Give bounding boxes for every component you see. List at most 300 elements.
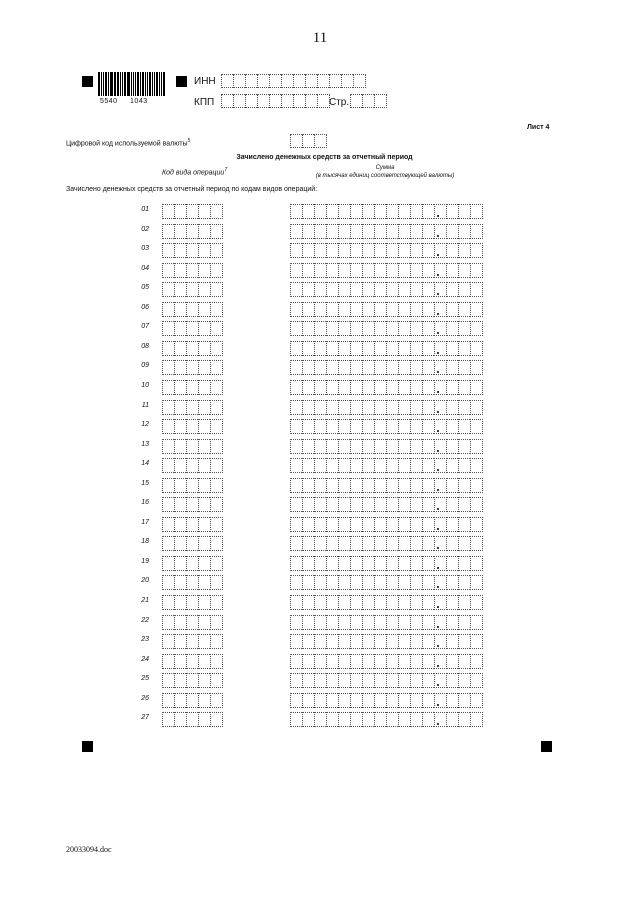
operation-code-cell[interactable] — [174, 400, 186, 415]
sum-decimal-cell[interactable] — [470, 419, 483, 434]
sum-integer-field[interactable] — [290, 380, 447, 395]
sum-decimal-cell[interactable] — [446, 341, 458, 356]
sum-decimal-cell[interactable] — [470, 282, 483, 297]
sum-integer-cell[interactable] — [362, 380, 374, 395]
operation-code-field[interactable] — [162, 673, 223, 688]
sum-integer-cell[interactable] — [338, 321, 350, 336]
operation-code-cell[interactable] — [174, 360, 186, 375]
sum-integer-cell[interactable] — [290, 536, 302, 551]
sum-integer-cell[interactable] — [362, 360, 374, 375]
sum-decimal-cell[interactable] — [470, 536, 483, 551]
sum-integer-cell[interactable] — [290, 341, 302, 356]
kpp-cell[interactable] — [257, 94, 269, 108]
sum-integer-cell[interactable] — [338, 243, 350, 258]
sum-integer-cell[interactable] — [290, 673, 302, 688]
sum-decimal-cell[interactable] — [470, 263, 483, 278]
sum-integer-cell[interactable] — [386, 615, 398, 630]
kpp-cell[interactable] — [281, 94, 293, 108]
sum-integer-cell[interactable] — [326, 302, 338, 317]
sum-integer-cell[interactable] — [422, 302, 434, 317]
operation-code-cell[interactable] — [210, 654, 223, 669]
sum-decimal-cell[interactable] — [446, 380, 458, 395]
sum-integer-cell[interactable] — [326, 712, 338, 727]
inn-cell[interactable] — [329, 74, 341, 88]
operation-code-field[interactable] — [162, 282, 223, 297]
inn-cell[interactable] — [233, 74, 245, 88]
inn-cell[interactable] — [281, 74, 293, 88]
sum-integer-cell[interactable] — [362, 654, 374, 669]
sum-integer-cell[interactable] — [326, 380, 338, 395]
sum-integer-cell[interactable] — [326, 654, 338, 669]
sum-integer-field[interactable] — [290, 224, 447, 239]
sum-decimal-cell[interactable] — [470, 693, 483, 708]
sum-integer-field[interactable] — [290, 263, 447, 278]
sum-integer-cell[interactable] — [398, 243, 410, 258]
sum-decimal-field[interactable] — [446, 243, 483, 258]
operation-code-cell[interactable] — [210, 400, 223, 415]
sum-integer-cell[interactable] — [314, 400, 326, 415]
sum-decimal-cell[interactable] — [446, 400, 458, 415]
operation-code-cell[interactable] — [162, 478, 174, 493]
sum-integer-cell[interactable] — [362, 321, 374, 336]
operation-code-cell[interactable] — [198, 478, 210, 493]
operation-code-field[interactable] — [162, 654, 223, 669]
sum-integer-cell[interactable] — [398, 204, 410, 219]
sum-integer-cell[interactable] — [374, 224, 386, 239]
sum-integer-cell[interactable] — [386, 712, 398, 727]
sum-decimal-cell[interactable] — [446, 478, 458, 493]
operation-code-field[interactable] — [162, 341, 223, 356]
sum-decimal-field[interactable] — [446, 673, 483, 688]
operation-code-cell[interactable] — [210, 634, 223, 649]
sum-decimal-cell[interactable] — [458, 380, 470, 395]
sum-integer-cell[interactable] — [398, 302, 410, 317]
sum-integer-cell[interactable] — [362, 400, 374, 415]
sum-integer-cell[interactable] — [362, 615, 374, 630]
operation-code-cell[interactable] — [186, 439, 198, 454]
sum-integer-cell[interactable] — [302, 204, 314, 219]
sum-integer-cell[interactable] — [398, 439, 410, 454]
sum-integer-cell[interactable] — [374, 380, 386, 395]
operation-code-field[interactable] — [162, 517, 223, 532]
sum-integer-cell[interactable] — [386, 302, 398, 317]
sum-integer-cell[interactable] — [422, 282, 434, 297]
sum-integer-cell[interactable] — [422, 419, 434, 434]
operation-code-field[interactable] — [162, 419, 223, 434]
operation-code-cell[interactable] — [162, 243, 174, 258]
sum-integer-cell[interactable] — [374, 634, 386, 649]
sum-integer-cell[interactable] — [386, 321, 398, 336]
sum-integer-cell[interactable] — [338, 634, 350, 649]
sum-integer-cell[interactable] — [362, 458, 374, 473]
sum-integer-cell[interactable] — [386, 673, 398, 688]
sum-integer-cell[interactable] — [422, 478, 434, 493]
sum-integer-cell[interactable] — [326, 497, 338, 512]
sum-decimal-cell[interactable] — [446, 458, 458, 473]
sum-integer-field[interactable] — [290, 693, 447, 708]
sum-integer-cell[interactable] — [350, 380, 362, 395]
sum-integer-field[interactable] — [290, 575, 447, 590]
sum-integer-field[interactable] — [290, 556, 447, 571]
sum-integer-cell[interactable] — [290, 419, 302, 434]
sum-integer-cell[interactable] — [326, 615, 338, 630]
sum-integer-cell[interactable] — [422, 204, 434, 219]
sum-integer-cell[interactable] — [326, 341, 338, 356]
sum-integer-field[interactable] — [290, 341, 447, 356]
sum-decimal-cell[interactable] — [446, 224, 458, 239]
operation-code-cell[interactable] — [210, 615, 223, 630]
operation-code-field[interactable] — [162, 380, 223, 395]
sum-integer-cell[interactable] — [410, 575, 422, 590]
sum-integer-cell[interactable] — [290, 478, 302, 493]
sum-integer-cell[interactable] — [410, 380, 422, 395]
kpp-cell[interactable] — [233, 94, 245, 108]
sum-integer-cell[interactable] — [302, 458, 314, 473]
sum-integer-cell[interactable] — [314, 673, 326, 688]
sum-integer-cell[interactable] — [326, 439, 338, 454]
sum-integer-cell[interactable] — [362, 497, 374, 512]
sum-integer-cell[interactable] — [410, 556, 422, 571]
operation-code-cell[interactable] — [162, 517, 174, 532]
sum-decimal-cell[interactable] — [470, 458, 483, 473]
sum-integer-cell[interactable] — [374, 360, 386, 375]
sum-integer-cell[interactable] — [386, 478, 398, 493]
operation-code-cell[interactable] — [198, 263, 210, 278]
sum-integer-cell[interactable] — [338, 556, 350, 571]
sum-integer-cell[interactable] — [374, 712, 386, 727]
sum-integer-cell[interactable] — [290, 400, 302, 415]
sum-decimal-cell[interactable] — [470, 556, 483, 571]
sum-integer-cell[interactable] — [374, 575, 386, 590]
sum-integer-cell[interactable] — [410, 341, 422, 356]
operation-code-cell[interactable] — [198, 439, 210, 454]
sum-integer-cell[interactable] — [350, 439, 362, 454]
operation-code-cell[interactable] — [186, 263, 198, 278]
sum-integer-cell[interactable] — [314, 556, 326, 571]
operation-code-cell[interactable] — [186, 360, 198, 375]
sum-decimal-cell[interactable] — [446, 321, 458, 336]
operation-code-cell[interactable] — [198, 302, 210, 317]
operation-code-field[interactable] — [162, 536, 223, 551]
sum-decimal-cell[interactable] — [458, 654, 470, 669]
sum-integer-cell[interactable] — [386, 595, 398, 610]
sum-integer-cell[interactable] — [422, 243, 434, 258]
sum-decimal-cell[interactable] — [470, 341, 483, 356]
operation-code-cell[interactable] — [198, 497, 210, 512]
operation-code-cell[interactable] — [198, 458, 210, 473]
operation-code-cell[interactable] — [186, 575, 198, 590]
operation-code-cell[interactable] — [174, 224, 186, 239]
sum-decimal-cell[interactable] — [470, 380, 483, 395]
operation-code-cell[interactable] — [210, 341, 223, 356]
sum-decimal-cell[interactable] — [470, 224, 483, 239]
sum-decimal-cell[interactable] — [446, 556, 458, 571]
sum-integer-cell[interactable] — [314, 282, 326, 297]
operation-code-cell[interactable] — [174, 263, 186, 278]
sum-integer-cell[interactable] — [410, 302, 422, 317]
operation-code-cell[interactable] — [162, 693, 174, 708]
sum-integer-cell[interactable] — [302, 595, 314, 610]
operation-code-cell[interactable] — [162, 458, 174, 473]
operation-code-cell[interactable] — [210, 380, 223, 395]
sum-integer-cell[interactable] — [350, 224, 362, 239]
sum-integer-cell[interactable] — [386, 654, 398, 669]
sum-integer-cell[interactable] — [338, 517, 350, 532]
sum-integer-cell[interactable] — [314, 224, 326, 239]
sum-decimal-cell[interactable] — [458, 478, 470, 493]
operation-code-cell[interactable] — [162, 321, 174, 336]
sum-integer-cell[interactable] — [410, 673, 422, 688]
sum-decimal-cell[interactable] — [446, 654, 458, 669]
sum-integer-cell[interactable] — [326, 556, 338, 571]
sum-integer-cell[interactable] — [350, 360, 362, 375]
operation-code-cell[interactable] — [162, 536, 174, 551]
sum-decimal-cell[interactable] — [458, 634, 470, 649]
sum-integer-cell[interactable] — [374, 654, 386, 669]
sum-integer-cell[interactable] — [398, 634, 410, 649]
sum-integer-cell[interactable] — [398, 380, 410, 395]
page-number-field[interactable] — [350, 94, 387, 108]
sum-decimal-cell[interactable] — [458, 673, 470, 688]
sum-integer-cell[interactable] — [302, 302, 314, 317]
sum-integer-cell[interactable] — [398, 263, 410, 278]
sum-integer-cell[interactable] — [362, 536, 374, 551]
sum-integer-cell[interactable] — [398, 595, 410, 610]
sum-integer-cell[interactable] — [362, 439, 374, 454]
sum-integer-cell[interactable] — [326, 693, 338, 708]
sum-integer-cell[interactable] — [410, 263, 422, 278]
sum-integer-cell[interactable] — [374, 282, 386, 297]
operation-code-field[interactable] — [162, 712, 223, 727]
sum-integer-cell[interactable] — [350, 321, 362, 336]
operation-code-cell[interactable] — [198, 380, 210, 395]
sum-integer-cell[interactable] — [350, 400, 362, 415]
sum-integer-cell[interactable] — [302, 693, 314, 708]
operation-code-field[interactable] — [162, 224, 223, 239]
sum-integer-cell[interactable] — [350, 673, 362, 688]
operation-code-cell[interactable] — [210, 712, 223, 727]
sum-integer-cell[interactable] — [326, 243, 338, 258]
sum-integer-cell[interactable] — [410, 536, 422, 551]
sum-integer-cell[interactable] — [398, 536, 410, 551]
operation-code-cell[interactable] — [210, 263, 223, 278]
operation-code-cell[interactable] — [162, 380, 174, 395]
sum-decimal-cell[interactable] — [446, 615, 458, 630]
operation-code-field[interactable] — [162, 575, 223, 590]
sum-integer-cell[interactable] — [326, 478, 338, 493]
operation-code-cell[interactable] — [186, 419, 198, 434]
sum-integer-cell[interactable] — [290, 575, 302, 590]
sum-integer-cell[interactable] — [398, 673, 410, 688]
sum-integer-cell[interactable] — [398, 458, 410, 473]
sum-decimal-cell[interactable] — [458, 263, 470, 278]
sum-decimal-cell[interactable] — [470, 634, 483, 649]
operation-code-cell[interactable] — [186, 634, 198, 649]
sum-integer-cell[interactable] — [422, 439, 434, 454]
operation-code-cell[interactable] — [210, 595, 223, 610]
operation-code-cell[interactable] — [198, 673, 210, 688]
sum-decimal-cell[interactable] — [458, 536, 470, 551]
sum-integer-cell[interactable] — [302, 360, 314, 375]
operation-code-field[interactable] — [162, 360, 223, 375]
sum-integer-cell[interactable] — [374, 204, 386, 219]
sum-decimal-field[interactable] — [446, 712, 483, 727]
sum-integer-cell[interactable] — [302, 634, 314, 649]
sum-decimal-cell[interactable] — [470, 400, 483, 415]
sum-integer-cell[interactable] — [314, 575, 326, 590]
sum-decimal-cell[interactable] — [470, 654, 483, 669]
sum-decimal-cell[interactable] — [446, 575, 458, 590]
operation-code-cell[interactable] — [162, 497, 174, 512]
sum-integer-cell[interactable] — [338, 341, 350, 356]
sum-integer-cell[interactable] — [398, 321, 410, 336]
inn-field[interactable] — [221, 74, 366, 88]
operation-code-cell[interactable] — [186, 458, 198, 473]
operation-code-cell[interactable] — [198, 556, 210, 571]
sum-integer-cell[interactable] — [326, 458, 338, 473]
operation-code-cell[interactable] — [198, 341, 210, 356]
sum-integer-cell[interactable] — [362, 478, 374, 493]
sum-integer-cell[interactable] — [350, 536, 362, 551]
sum-integer-cell[interactable] — [386, 243, 398, 258]
operation-code-cell[interactable] — [186, 341, 198, 356]
page-cell[interactable] — [362, 94, 374, 108]
sum-integer-cell[interactable] — [374, 478, 386, 493]
operation-code-cell[interactable] — [162, 282, 174, 297]
sum-integer-cell[interactable] — [398, 693, 410, 708]
operation-code-cell[interactable] — [210, 321, 223, 336]
sum-integer-cell[interactable] — [386, 400, 398, 415]
sum-decimal-cell[interactable] — [458, 556, 470, 571]
sum-integer-cell[interactable] — [290, 380, 302, 395]
sum-integer-field[interactable] — [290, 360, 447, 375]
sum-integer-cell[interactable] — [302, 575, 314, 590]
sum-integer-cell[interactable] — [314, 263, 326, 278]
operation-code-cell[interactable] — [198, 204, 210, 219]
sum-integer-cell[interactable] — [422, 263, 434, 278]
sum-integer-cell[interactable] — [314, 595, 326, 610]
operation-code-cell[interactable] — [198, 282, 210, 297]
sum-integer-cell[interactable] — [302, 536, 314, 551]
sum-integer-cell[interactable] — [326, 419, 338, 434]
sum-integer-cell[interactable] — [350, 575, 362, 590]
inn-cell[interactable] — [245, 74, 257, 88]
sum-integer-cell[interactable] — [326, 400, 338, 415]
sum-decimal-cell[interactable] — [446, 282, 458, 297]
sum-decimal-cell[interactable] — [446, 302, 458, 317]
operation-code-cell[interactable] — [210, 419, 223, 434]
sum-integer-cell[interactable] — [302, 615, 314, 630]
sum-integer-field[interactable] — [290, 536, 447, 551]
operation-code-cell[interactable] — [210, 693, 223, 708]
sum-integer-cell[interactable] — [350, 497, 362, 512]
sum-integer-cell[interactable] — [398, 556, 410, 571]
sum-decimal-cell[interactable] — [446, 204, 458, 219]
sum-integer-cell[interactable] — [338, 615, 350, 630]
operation-code-cell[interactable] — [174, 693, 186, 708]
sum-integer-cell[interactable] — [326, 263, 338, 278]
operation-code-cell[interactable] — [162, 419, 174, 434]
sum-integer-cell[interactable] — [302, 497, 314, 512]
sum-integer-cell[interactable] — [338, 302, 350, 317]
operation-code-cell[interactable] — [174, 712, 186, 727]
sum-integer-cell[interactable] — [410, 615, 422, 630]
sum-integer-cell[interactable] — [422, 693, 434, 708]
sum-decimal-cell[interactable] — [458, 204, 470, 219]
sum-integer-cell[interactable] — [386, 439, 398, 454]
page-cell[interactable] — [374, 94, 387, 108]
sum-integer-cell[interactable] — [350, 634, 362, 649]
operation-code-cell[interactable] — [174, 439, 186, 454]
sum-decimal-field[interactable] — [446, 536, 483, 551]
sum-decimal-cell[interactable] — [446, 439, 458, 454]
operation-code-cell[interactable] — [174, 302, 186, 317]
operation-code-field[interactable] — [162, 204, 223, 219]
sum-integer-cell[interactable] — [302, 556, 314, 571]
sum-decimal-cell[interactable] — [446, 360, 458, 375]
sum-integer-cell[interactable] — [398, 282, 410, 297]
sum-integer-cell[interactable] — [338, 224, 350, 239]
operation-code-cell[interactable] — [198, 595, 210, 610]
sum-integer-cell[interactable] — [422, 673, 434, 688]
operation-code-cell[interactable] — [186, 673, 198, 688]
sum-integer-cell[interactable] — [326, 673, 338, 688]
operation-code-field[interactable] — [162, 497, 223, 512]
sum-integer-cell[interactable] — [362, 575, 374, 590]
sum-integer-field[interactable] — [290, 634, 447, 649]
sum-integer-cell[interactable] — [290, 302, 302, 317]
sum-decimal-field[interactable] — [446, 360, 483, 375]
operation-code-cell[interactable] — [162, 595, 174, 610]
operation-code-cell[interactable] — [210, 224, 223, 239]
operation-code-cell[interactable] — [162, 556, 174, 571]
sum-integer-field[interactable] — [290, 321, 447, 336]
operation-code-cell[interactable] — [174, 556, 186, 571]
sum-integer-cell[interactable] — [362, 595, 374, 610]
sum-integer-field[interactable] — [290, 497, 447, 512]
operation-code-cell[interactable] — [210, 536, 223, 551]
sum-integer-cell[interactable] — [374, 263, 386, 278]
sum-integer-cell[interactable] — [350, 654, 362, 669]
sum-integer-cell[interactable] — [314, 615, 326, 630]
sum-integer-cell[interactable] — [350, 204, 362, 219]
operation-code-cell[interactable] — [162, 400, 174, 415]
sum-integer-cell[interactable] — [410, 439, 422, 454]
sum-integer-cell[interactable] — [290, 224, 302, 239]
sum-integer-cell[interactable] — [302, 439, 314, 454]
sum-integer-cell[interactable] — [362, 204, 374, 219]
sum-integer-cell[interactable] — [386, 360, 398, 375]
sum-integer-cell[interactable] — [422, 575, 434, 590]
sum-integer-cell[interactable] — [398, 419, 410, 434]
sum-integer-cell[interactable] — [302, 263, 314, 278]
sum-integer-cell[interactable] — [350, 693, 362, 708]
sum-integer-cell[interactable] — [290, 693, 302, 708]
sum-integer-cell[interactable] — [374, 595, 386, 610]
sum-decimal-field[interactable] — [446, 634, 483, 649]
operation-code-cell[interactable] — [174, 380, 186, 395]
sum-integer-field[interactable] — [290, 243, 447, 258]
sum-integer-cell[interactable] — [290, 204, 302, 219]
sum-integer-cell[interactable] — [362, 282, 374, 297]
sum-integer-cell[interactable] — [410, 654, 422, 669]
operation-code-cell[interactable] — [174, 536, 186, 551]
operation-code-cell[interactable] — [162, 360, 174, 375]
sum-integer-cell[interactable] — [338, 458, 350, 473]
sum-decimal-cell[interactable] — [458, 497, 470, 512]
sum-integer-cell[interactable] — [350, 458, 362, 473]
sum-integer-cell[interactable] — [314, 204, 326, 219]
